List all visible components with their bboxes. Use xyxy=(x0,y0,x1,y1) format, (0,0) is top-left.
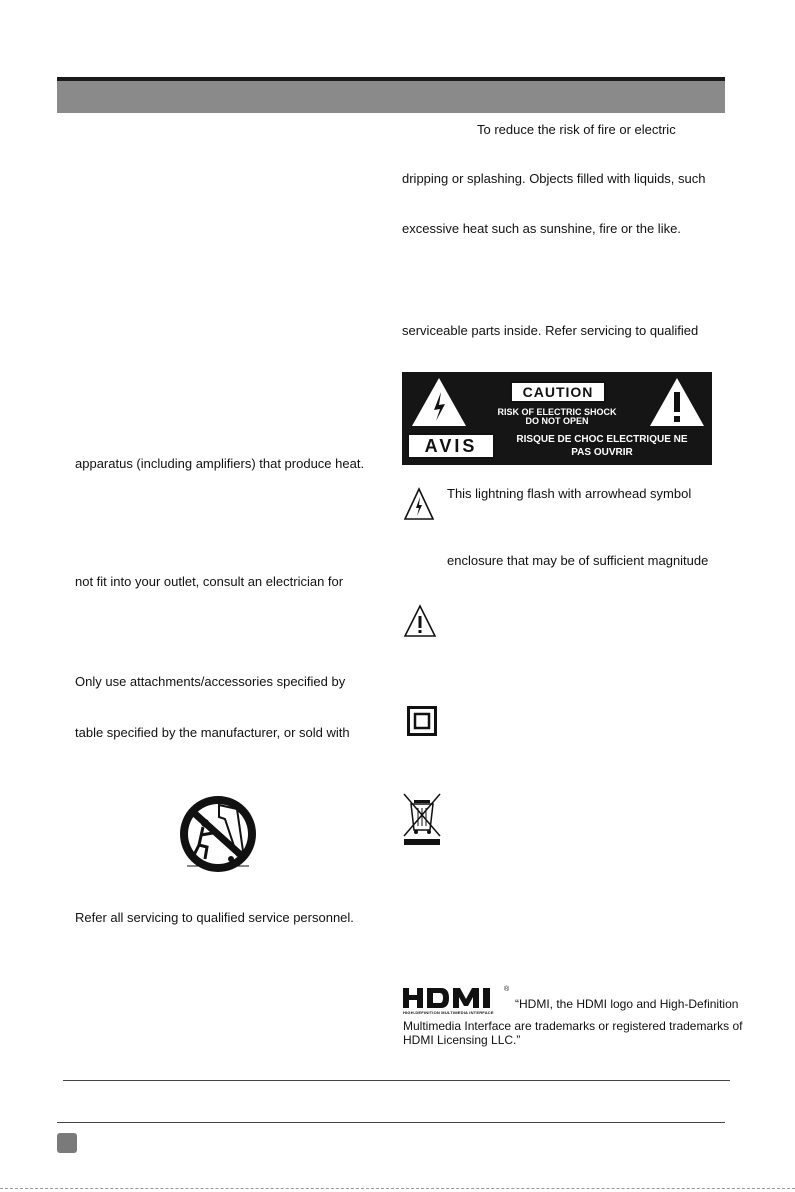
footer-rule xyxy=(57,1122,725,1123)
right-text-line: This lightning flash with arrowhead symbol xyxy=(447,486,692,501)
left-text-line: table specified by the manufacturer, or sold with xyxy=(75,725,350,740)
risk-line: DO NOT OPEN xyxy=(525,416,589,426)
exclamation-warning-icon xyxy=(403,604,437,638)
caution-badge: CAUTION xyxy=(510,381,606,403)
right-text-line: excessive heat such as sunshine, fire or the like. xyxy=(402,221,681,236)
hdmi-trademark-line: Multimedia Interface are trademarks or registered trademarks of xyxy=(403,1019,743,1033)
section-header-bar xyxy=(57,81,725,113)
registered-mark: ® xyxy=(504,986,510,993)
left-text-line: apparatus (including amplifiers) that produce heat. xyxy=(75,456,365,471)
right-text-line: serviceable parts inside. Refer servicing to qualified xyxy=(402,323,699,338)
hdmi-logo-subtext: HIGH-DEFINITION MULTIMEDIA INTERFACE xyxy=(403,1010,494,1015)
hdmi-trademark-line: HDMI Licensing LLC.” xyxy=(403,1033,521,1047)
hdmi-trademark-line: “HDMI, the HDMI logo and High-Definition xyxy=(515,997,739,1011)
weee-bin-icon xyxy=(401,790,443,846)
page-number-box xyxy=(57,1133,77,1153)
risque-line: RISQUE DE CHOC ELECTRIQUE NE xyxy=(516,434,688,445)
no-cart-tipover-icon xyxy=(177,793,259,875)
exclamation-warning-icon xyxy=(648,376,706,428)
avis-badge: AVIS xyxy=(407,433,495,459)
lightning-warning-icon xyxy=(410,376,468,428)
left-text-line: Only use attachments/accessories specified by xyxy=(75,674,346,689)
right-text-line: dripping or splashing. Objects filled with liquids, such xyxy=(402,171,706,186)
lightning-warning-icon xyxy=(403,487,435,521)
bottom-dotted-edge xyxy=(0,1188,795,1189)
left-text-line: Refer all servicing to qualified service personnel. xyxy=(75,910,354,925)
left-text-line: not fit into your outlet, consult an electrician for xyxy=(75,574,344,589)
double-insulation-icon xyxy=(407,706,437,736)
risk-line: RISK OF ELECTRIC SHOCK xyxy=(497,407,617,417)
footer-rule xyxy=(63,1080,730,1081)
right-text-line: To reduce the risk of fire or electric xyxy=(477,122,676,137)
right-text-line: enclosure that may be of sufficient magnitude xyxy=(447,553,709,568)
caution-label xyxy=(402,372,712,465)
risque-line: PAS OUVRIR xyxy=(571,447,633,458)
